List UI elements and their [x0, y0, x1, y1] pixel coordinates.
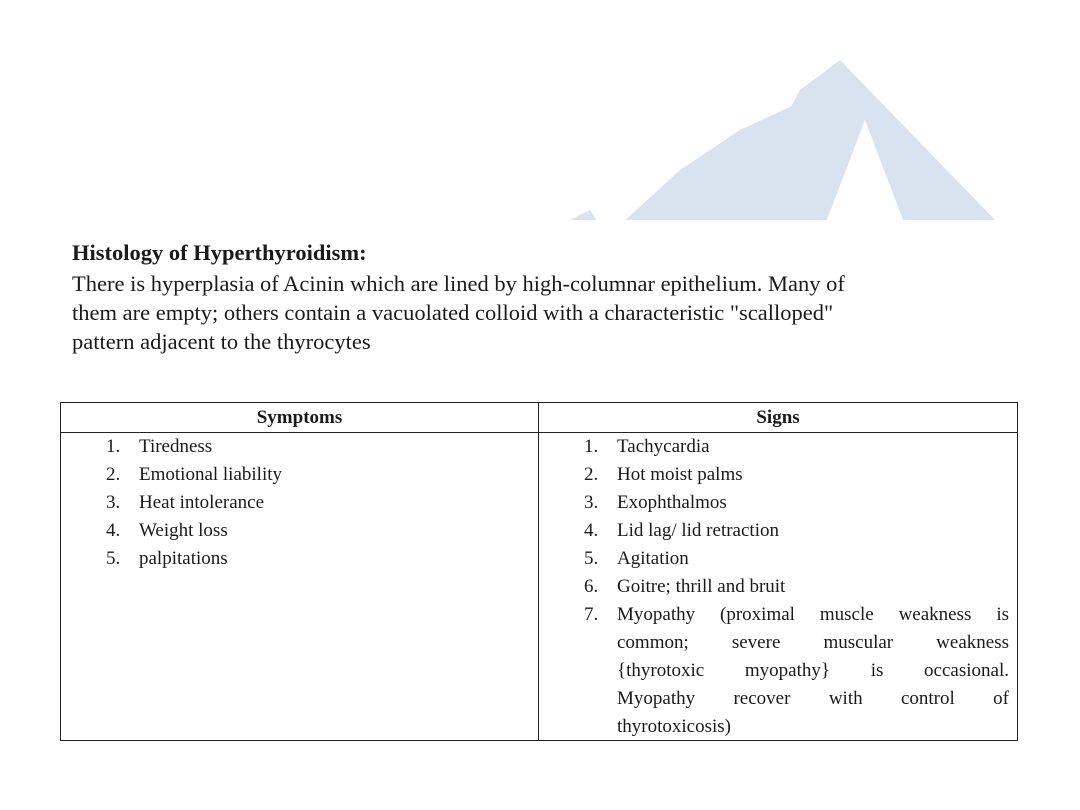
item-text: Goitre; thrill and bruit [617, 576, 786, 597]
item-number: 1. [584, 436, 599, 457]
item-text: Emotional liability [139, 464, 283, 485]
histology-paragraph [72, 269, 1012, 356]
signs-header: Signs [756, 407, 800, 428]
item-text: Lid lag/ lid retraction [617, 520, 779, 541]
paragraph-line: them are empty; others contain a vacuolated colloid with a characteristic "scalloped" [72, 300, 834, 325]
watermark-logo-letter-a [560, 60, 1000, 225]
item-text: Weight loss [139, 520, 228, 541]
paragraph-line: pattern adjacent to the thyrocytes [72, 329, 371, 354]
column-divider [538, 403, 539, 740]
list-item [106, 489, 526, 517]
item-number: 5. [584, 548, 599, 569]
item-number: 3. [106, 492, 121, 513]
symptoms-signs-table [60, 402, 1018, 741]
item-number: 5. [106, 548, 121, 569]
item-number: 2. [584, 464, 599, 485]
list-item [584, 461, 1009, 489]
item-number: 2. [106, 464, 121, 485]
list-item [106, 545, 526, 573]
item-text-line: Myopathy (proximal muscle weakness is [617, 604, 1009, 625]
item-text: palpitations [139, 548, 228, 569]
list-item [106, 461, 526, 489]
item-number: 1. [106, 436, 121, 457]
list-item [584, 573, 1009, 601]
paragraph-line: There is hyperplasia of Acinin which are lined by high-columnar epithelium. Many of [72, 271, 845, 296]
item-number: 4. [584, 520, 599, 541]
list-item [584, 601, 1009, 741]
item-text: Exophthalmos [617, 492, 727, 513]
item-text: Tiredness [139, 436, 213, 457]
list-item [584, 433, 1009, 461]
symptoms-header: Symptoms [256, 407, 343, 428]
symptoms-list [106, 433, 526, 573]
item-number: 6. [584, 576, 599, 597]
item-text: Hot moist palms [617, 464, 743, 485]
item-text-line: common; severe muscular weakness [617, 632, 1009, 653]
list-item [106, 517, 526, 545]
item-text: Agitation [617, 548, 689, 569]
list-item [584, 545, 1009, 573]
item-number: 7. [584, 604, 599, 625]
list-item [106, 433, 526, 461]
item-text-line: thyrotoxicosis) [617, 716, 731, 737]
section-heading: Histology of Hyperthyroidism: [72, 240, 367, 265]
item-text-line: Myopathy recover with control of [617, 688, 1009, 709]
list-item [584, 517, 1009, 545]
item-number: 4. [106, 520, 121, 541]
item-text: Heat intolerance [139, 492, 265, 513]
item-number: 3. [584, 492, 599, 513]
item-text [617, 601, 1009, 741]
item-text-line: {thyrotoxic myopathy} is occasional. [617, 660, 1009, 681]
signs-list [584, 433, 1009, 741]
item-text: Tachycardia [617, 436, 710, 457]
list-item [584, 489, 1009, 517]
